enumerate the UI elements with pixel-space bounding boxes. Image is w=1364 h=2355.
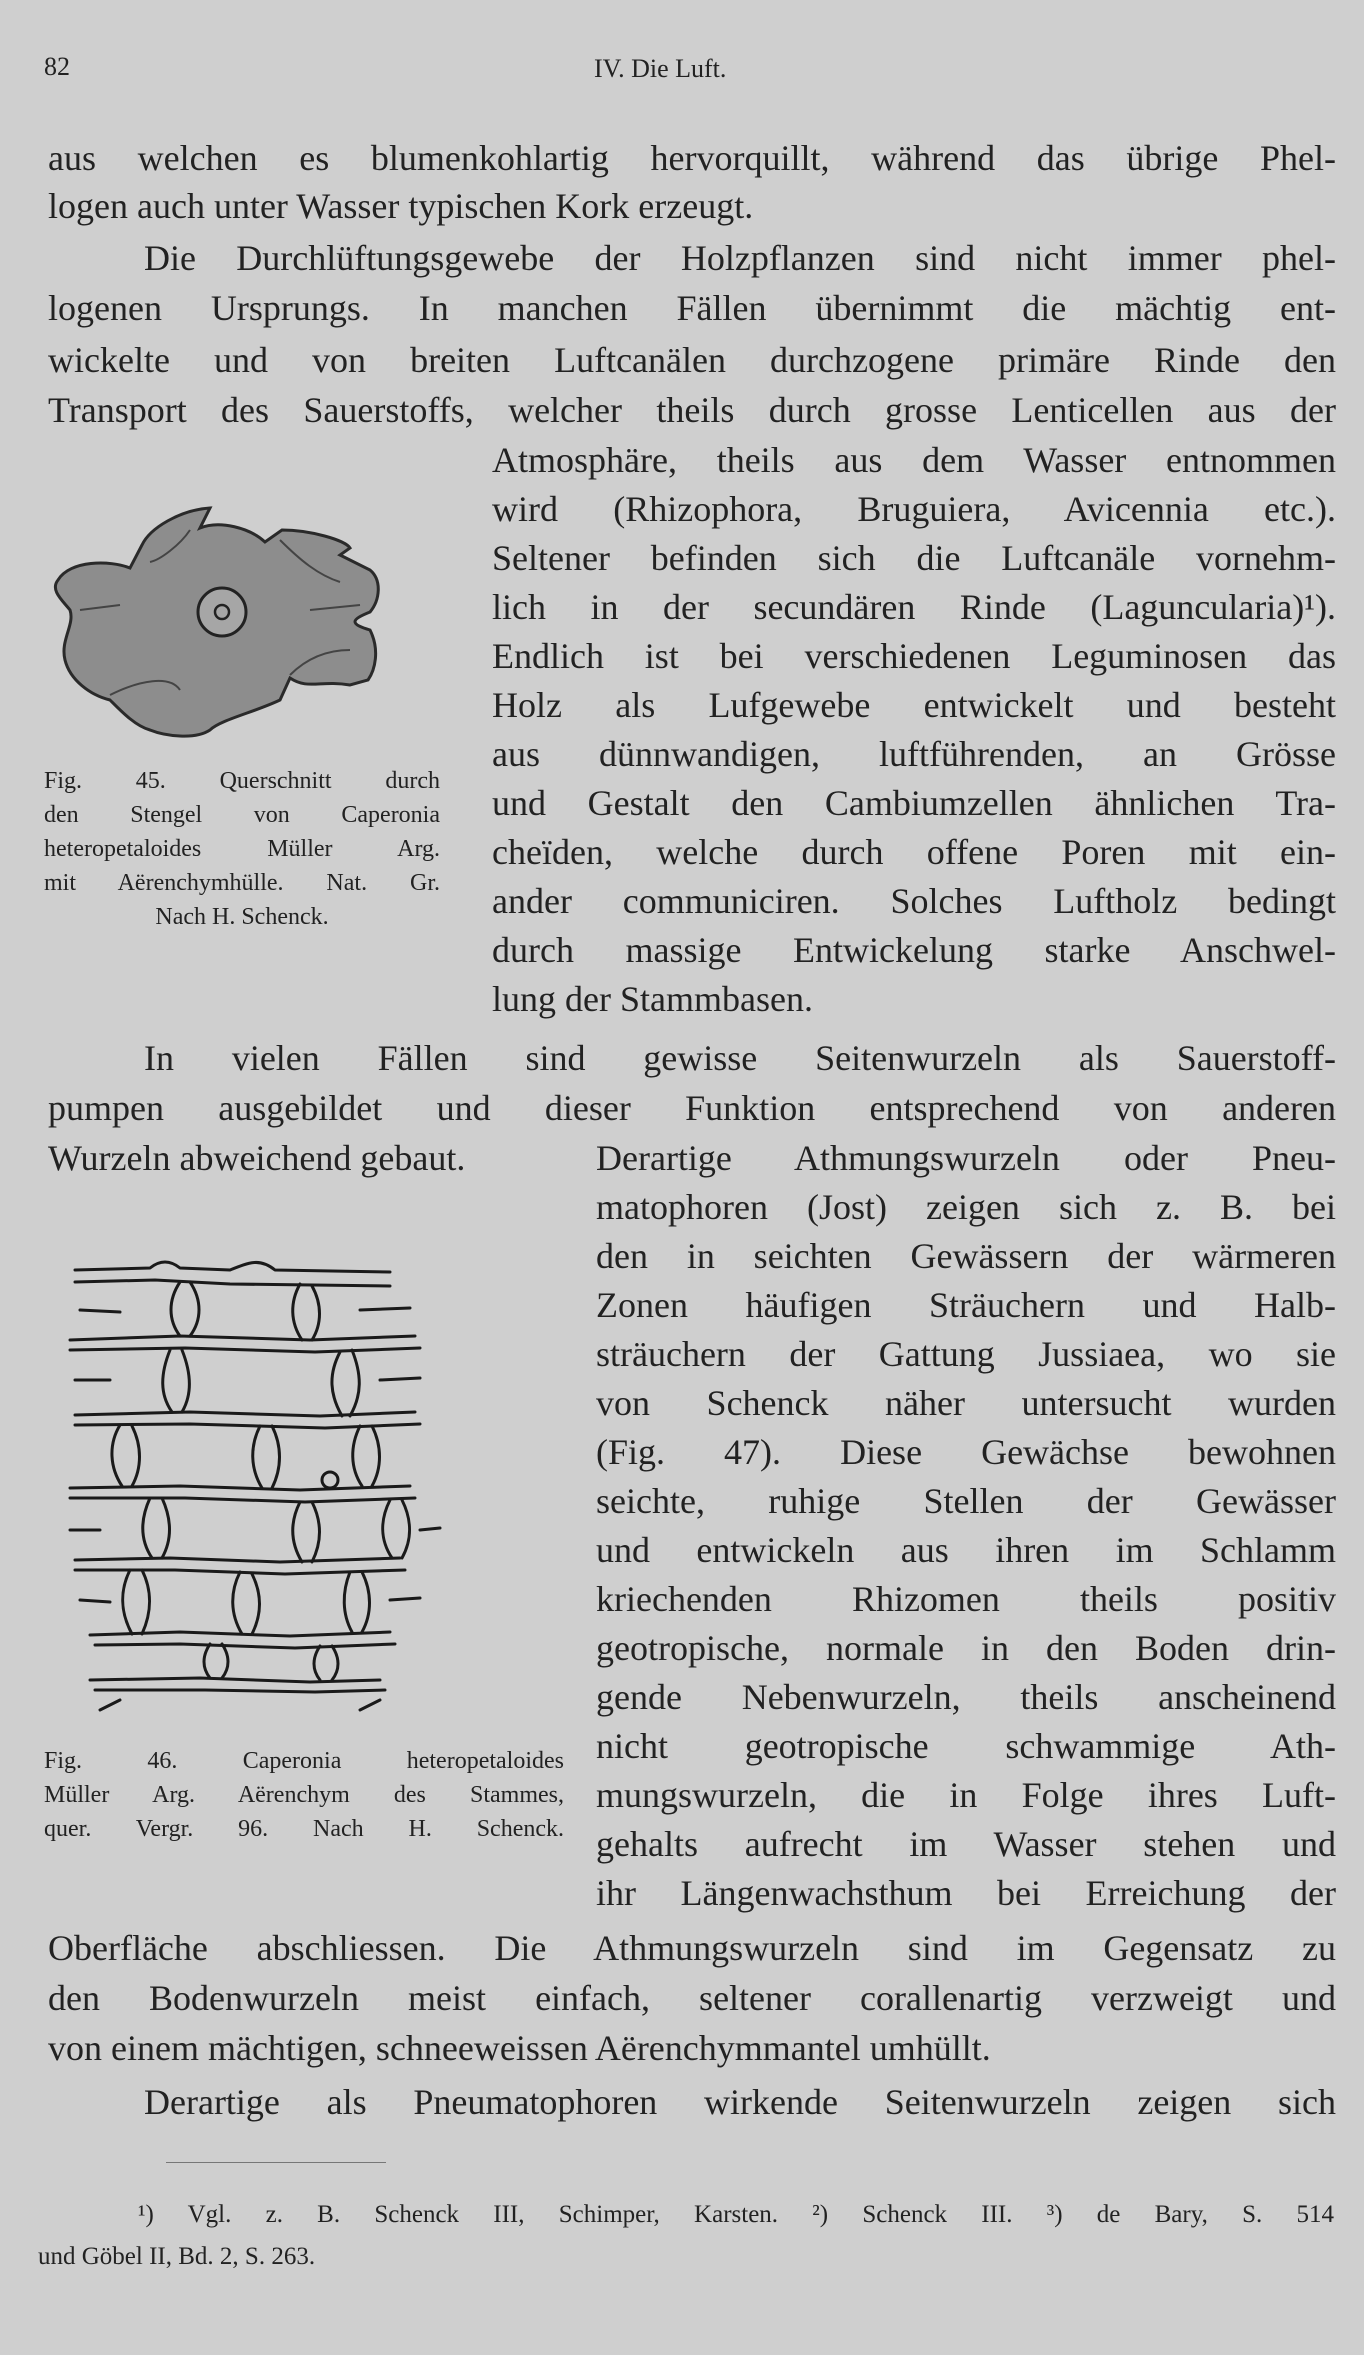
caption-line: heteropetaloides Müller Arg. [44,836,440,862]
text-line: den in seichten Gewässern der wärmeren [596,1236,1336,1276]
text-line: und entwickeln aus ihren im Schlamm [596,1530,1336,1570]
text-line: Holz als Lufgewebe entwickelt und besteht [492,685,1336,725]
caption-line: Müller Arg. Aërenchym des Stammes, [44,1782,564,1808]
caption-line: Fig. 45. Querschnitt durch [44,768,440,794]
text-line: gende Nebenwurzeln, theils anscheinend [596,1677,1336,1717]
footnote-line: und Göbel II, Bd. 2, S. 263. [38,2243,316,2270]
text-line: wird (Rhizophora, Bruguiera, Avicennia etc.). [492,489,1336,529]
text-line: aus welchen es blumenkohlartig hervorquillt, während das übrige Phel- [48,138,1336,178]
text-line: Seltener befinden sich die Luftcanäle vornehm- [492,538,1336,578]
caption-line: den Stengel von Caperonia [44,802,440,828]
figure-45-stem-cross-section [50,490,420,752]
figure-46-caption [44,1744,564,1846]
running-title: IV. Die Luft. [594,54,727,83]
text-line: logen auch unter Wasser typischen Kork erzeugt. [48,186,754,226]
text-line: seichte, ruhige Stellen der Gewässer [596,1481,1336,1521]
text-line: von Schenck näher untersucht wurden [596,1383,1336,1423]
text-line: geotropische, normale in den Boden drin- [596,1628,1336,1668]
text-line: und Gestalt den Cambiumzellen ähnlichen Tra- [492,783,1336,823]
page-number: 82 [44,52,70,81]
text-line: pumpen ausgebildet und dieser Funktion entsprechend von anderen [48,1088,1336,1128]
text-line: lich in der secundären Rinde (Laguncularia)¹). [492,587,1336,627]
text-line: Zonen häufigen Sträuchern und Halb- [596,1285,1336,1325]
text-line: Atmosphäre, theils aus dem Wasser entnommen [492,440,1336,480]
text-line: ander communiciren. Solches Luftholz bedingt [492,881,1336,921]
text-line: mungswurzeln, die in Folge ihres Luft- [596,1775,1336,1815]
caption-line: mit Aërenchymhülle. Nat. Gr. [44,870,440,896]
footnote-rule [166,2162,386,2163]
text-line: In vielen Fällen sind gewisse Seitenwurzeln als Sauerstoff- [144,1038,1336,1078]
text-line: lung der Stammbasen. [492,979,813,1019]
text-line: Oberfläche abschliessen. Die Athmungswurzeln sind im Gegensatz zu [48,1928,1336,1968]
text-line: aus dünnwandigen, luftführenden, an Grösse [492,734,1336,774]
text-line: cheïden, welche durch offene Poren mit ein- [492,832,1336,872]
text-line: Wurzeln abweichend gebaut. [48,1138,466,1178]
text-line: Endlich ist bei verschiedenen Leguminosen das [492,636,1336,676]
text-line: gehalts aufrecht im Wasser stehen und [596,1824,1336,1864]
caption-line: quer. Vergr. 96. Nach H. Schenck. [44,1816,564,1842]
figure-46-aerenchyma [60,1240,550,1730]
text-line: wickelte und von breiten Luftcanälen durchzogene primäre Rinde den [48,340,1336,380]
text-line: Transport des Sauerstoffs, welcher theils durch grosse Lenticellen aus der [48,390,1336,430]
caption-line: Fig. 46. Caperonia heteropetaloides [44,1748,564,1774]
caption-line: Nach H. Schenck. [155,904,329,930]
text-line: durch massige Entwickelung starke Anschwel- [492,930,1336,970]
text-column-right-2 [596,1134,1336,1918]
text-line: logenen Ursprungs. In manchen Fällen übernimmt die mächtig ent- [48,288,1336,328]
text-line: Die Durchlüftungsgewebe der Holzpflanzen sind nicht immer phel- [144,238,1336,278]
text-line: kriechenden Rhizomen theils positiv [596,1579,1336,1619]
text-line: ihr Längenwachsthum bei Erreichung der [596,1873,1336,1913]
footnote-line: ¹) Vgl. z. B. Schenck III, Schimper, Karsten. ²) Schenck III. ³) de Bary, S. 514 [138,2201,1334,2228]
text-line: den Bodenwurzeln meist einfach, seltener corallenartig verzweigt und [48,1978,1336,2018]
text-line: matophoren (Jost) zeigen sich z. B. bei [596,1187,1336,1227]
text-line: nicht geotropische schwammige Ath- [596,1726,1336,1766]
text-line: (Fig. 47). Diese Gewächse bewohnen [596,1432,1336,1472]
text-column-right [492,436,1336,1024]
text-line: sträuchern der Gattung Jussiaea, wo sie [596,1334,1336,1374]
text-line: Derartige als Pneumatophoren wirkende Seitenwurzeln zeigen sich [144,2082,1336,2122]
text-line: von einem mächtigen, schneeweissen Aërenchymmantel umhüllt. [48,2028,991,2068]
figure-45-caption [44,764,440,934]
text-line: Derartige Athmungswurzeln oder Pneu- [596,1138,1336,1178]
